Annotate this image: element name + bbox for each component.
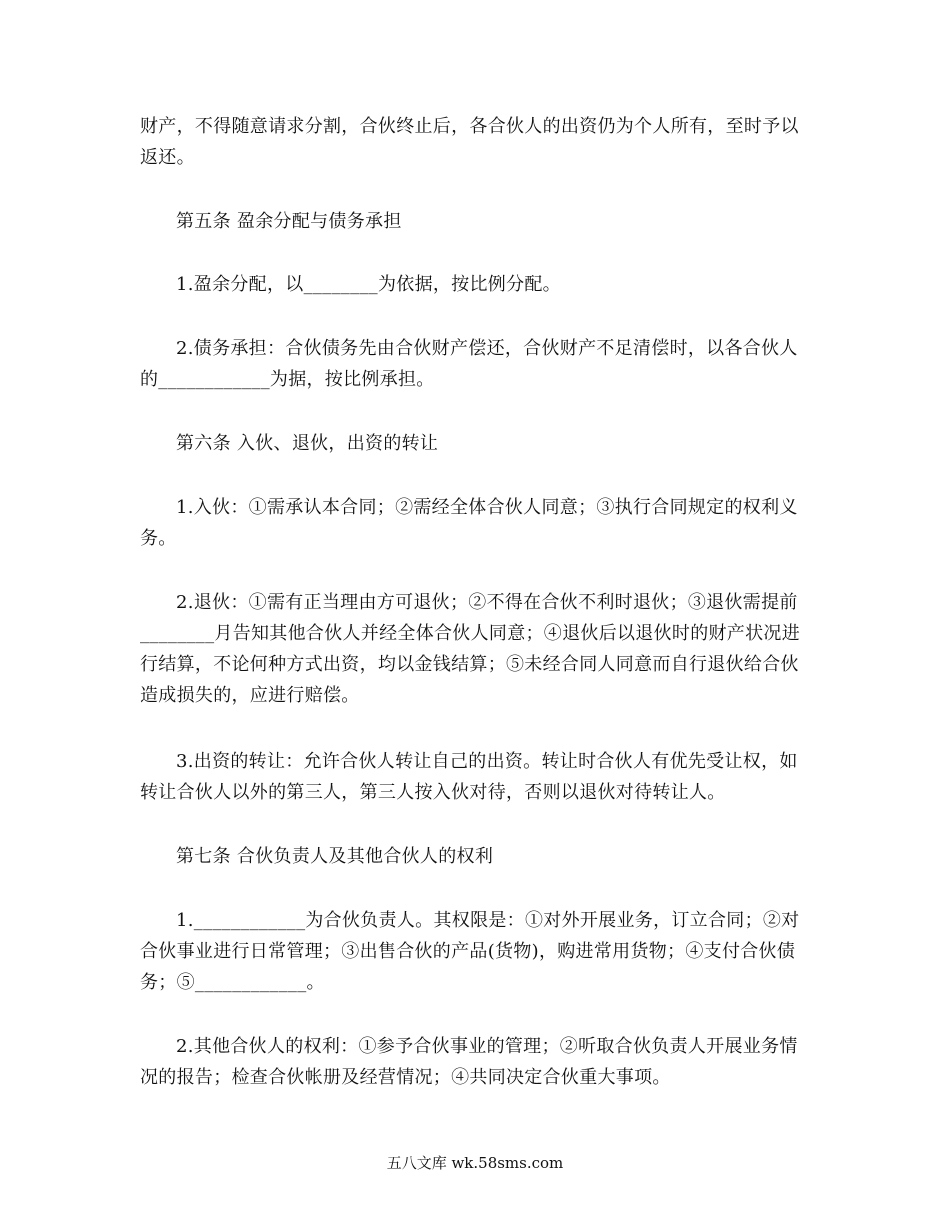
text-line: 2.其他合伙人的权利：①参予合伙事业的管理；②听取合伙负责人开展业务情 [176, 1036, 798, 1057]
text-line: 转让合伙人以外的第三人，第三人按入伙对待，否则以退伙对待转让人。 [140, 782, 726, 803]
text-line: 合伙事业进行日常管理；③出售合伙的产品(货物)，购进常用货物；④支付合伙债 [140, 941, 796, 962]
text-line: 2.债务承担：合伙债务先由合伙财产偿还，合伙财产不足清偿时，以各合伙人 [176, 338, 798, 359]
section-heading: 第六条 入伙、退伙，出资的转让 [176, 433, 439, 454]
text-line: 1.盈余分配，以________为依据，按比例分配。 [176, 274, 561, 295]
page-footer: 五八文库 wk.58sms.com [386, 1154, 564, 1172]
text-line: 行结算，不论何种方式出资，均以金钱结算；⑤未经合同人同意而自行退伙给合伙 [140, 654, 799, 675]
section-heading: 第七条 合伙负责人及其他合伙人的权利 [176, 846, 494, 867]
text-line: 1.____________为合伙负责人。其权限是：①对外开展业务，订立合同；②对 [176, 910, 800, 931]
section-heading: 第五条 盈余分配与债务承担 [176, 211, 402, 232]
text-line: 务；⑤____________。 [140, 972, 325, 993]
text-line: 返还。 [140, 147, 195, 168]
text-line: 财产，不得随意请求分割，合伙终止后，各合伙人的出资仍为个人所有，至时予以 [140, 116, 799, 137]
text-line: 2.退伙：①需有正当理由方可退伙；②不得在合伙不利时退伙；③退伙需提前 [176, 592, 798, 613]
text-line: 1.入伙：①需承认本合同；②需经全体合伙人同意；③执行合同规定的权利义 [176, 497, 798, 518]
text-line: 的____________为据，按比例承担。 [140, 369, 435, 390]
text-line: 况的报告；检查合伙帐册及经营情况；④共同决定合伙重大事项。 [140, 1067, 671, 1088]
text-line: 造成损失的，应进行赔偿。 [140, 685, 360, 706]
text-line: ________月告知其他合伙人并经全体合伙人同意；④退伙后以退伙时的财产状况进 [140, 623, 800, 644]
text-line: 务。 [140, 528, 177, 549]
text-line: 3.出资的转让：允许合伙人转让自己的出资。转让时合伙人有优先受让权，如 [176, 751, 798, 772]
